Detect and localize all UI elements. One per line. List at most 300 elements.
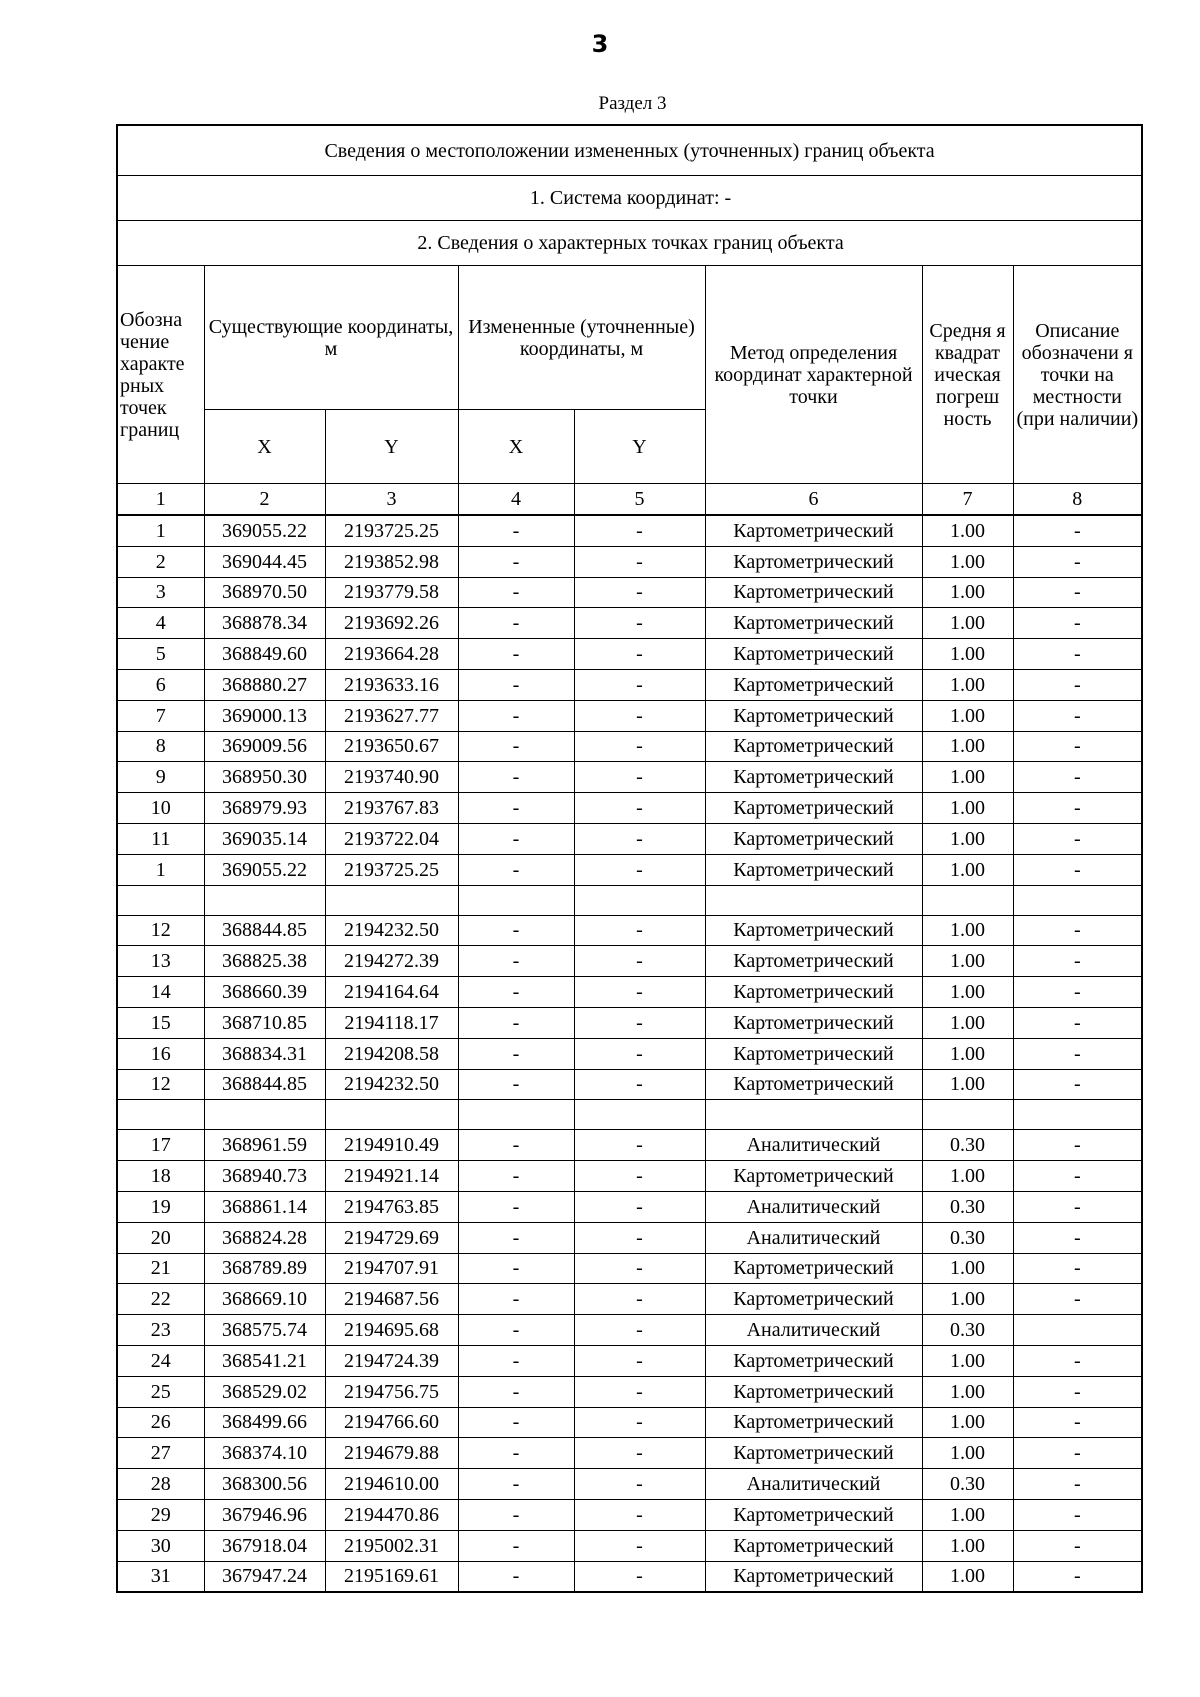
error-cell: 1.00 [922, 1407, 1013, 1438]
error-cell: 1.00 [922, 669, 1013, 700]
description-cell: - [1013, 854, 1142, 885]
table-row [117, 1376, 1142, 1407]
existing-x-cell: 367918.04 [204, 1530, 325, 1561]
existing-x-cell: 369055.22 [204, 515, 325, 546]
changed-x-cell: - [458, 793, 574, 824]
method-cell: Аналитический [705, 1191, 922, 1222]
changed-y-cell: - [574, 1315, 705, 1346]
changed-y-cell: - [574, 515, 705, 546]
header-description: Описание обозначени я точки на местности (при наличии) [1013, 266, 1142, 484]
point-id-cell: 21 [117, 1253, 204, 1284]
existing-y-cell: 2194470.86 [325, 1499, 458, 1530]
changed-x-cell: - [458, 1530, 574, 1561]
section-label: Раздел 3 [598, 93, 667, 114]
method-cell: Картометрический [705, 1007, 922, 1038]
error-cell: 1.00 [922, 1499, 1013, 1530]
description-cell: - [1013, 793, 1142, 824]
existing-y-cell: 2193725.25 [325, 854, 458, 885]
description-cell: - [1013, 1284, 1142, 1315]
changed-y-cell: - [574, 977, 705, 1008]
point-id-cell: 15 [117, 1007, 204, 1038]
changed-x-cell: - [458, 700, 574, 731]
point-id-cell: 27 [117, 1438, 204, 1469]
method-cell: Картометрический [705, 669, 922, 700]
error-cell: 1.00 [922, 577, 1013, 608]
point-id-cell: 30 [117, 1530, 204, 1561]
method-cell: Картометрический [705, 823, 922, 854]
existing-x-cell: 368861.14 [204, 1191, 325, 1222]
error-cell: 1.00 [922, 608, 1013, 639]
point-id-cell: 18 [117, 1161, 204, 1192]
changed-y-cell: - [574, 577, 705, 608]
column-number: 2 [204, 484, 325, 516]
separator-row [117, 1100, 1142, 1130]
changed-x-cell: - [458, 1253, 574, 1284]
method-cell: Картометрический [705, 1253, 922, 1284]
changed-x-cell: - [458, 1069, 574, 1100]
existing-x-cell: 368660.39 [204, 977, 325, 1008]
point-id-cell: 29 [117, 1499, 204, 1530]
description-cell: - [1013, 915, 1142, 946]
method-cell: Картометрический [705, 1284, 922, 1315]
method-cell: Картометрический [705, 946, 922, 977]
description-cell: - [1013, 1007, 1142, 1038]
header-existing-y: Y [325, 410, 458, 484]
existing-x-cell: 368541.21 [204, 1345, 325, 1376]
column-number: 1 [117, 484, 204, 516]
description-cell: - [1013, 608, 1142, 639]
separator-cell [574, 885, 705, 915]
changed-y-cell: - [574, 1376, 705, 1407]
description-cell: - [1013, 1069, 1142, 1100]
existing-y-cell: 2194679.88 [325, 1438, 458, 1469]
changed-x-cell: - [458, 1161, 574, 1192]
existing-x-cell: 368950.30 [204, 762, 325, 793]
table-row [117, 731, 1142, 762]
point-id-cell: 10 [117, 793, 204, 824]
point-id-cell: 12 [117, 1069, 204, 1100]
error-cell: 1.00 [922, 1038, 1013, 1069]
changed-y-cell: - [574, 1469, 705, 1500]
header-existing-x: X [204, 410, 325, 484]
header-changed-coordinates: Измененные (уточненные) координаты, м [458, 266, 705, 410]
error-cell: 1.00 [922, 915, 1013, 946]
error-cell: 0.30 [922, 1469, 1013, 1500]
existing-y-cell: 2194164.64 [325, 977, 458, 1008]
description-cell: - [1013, 762, 1142, 793]
table-row [117, 1499, 1142, 1530]
error-cell: 1.00 [922, 1530, 1013, 1561]
table-row [117, 1130, 1142, 1161]
changed-x-cell: - [458, 1407, 574, 1438]
existing-y-cell: 2194118.17 [325, 1007, 458, 1038]
description-cell: - [1013, 1469, 1142, 1500]
method-cell: Картометрический [705, 1438, 922, 1469]
changed-x-cell: - [458, 823, 574, 854]
changed-y-cell: - [574, 1499, 705, 1530]
changed-y-cell: - [574, 1222, 705, 1253]
point-id-cell: 14 [117, 977, 204, 1008]
changed-x-cell: - [458, 608, 574, 639]
table-title: Сведения о местоположении измененных (уточненных) границ объекта [117, 125, 1142, 176]
method-cell: Картометрический [705, 700, 922, 731]
changed-y-cell: - [574, 1130, 705, 1161]
method-cell: Картометрический [705, 546, 922, 577]
table-row [117, 1438, 1142, 1469]
existing-y-cell: 2193722.04 [325, 823, 458, 854]
error-cell: 1.00 [922, 1161, 1013, 1192]
error-cell: 1.00 [922, 946, 1013, 977]
error-cell: 0.30 [922, 1315, 1013, 1346]
existing-x-cell: 368575.74 [204, 1315, 325, 1346]
existing-x-cell: 368844.85 [204, 915, 325, 946]
table-row [117, 639, 1142, 670]
separator-cell [705, 885, 922, 915]
changed-y-cell: - [574, 1407, 705, 1438]
column-number: 6 [705, 484, 922, 516]
table-row [117, 946, 1142, 977]
existing-x-cell: 368878.34 [204, 608, 325, 639]
header-changed-x: X [458, 410, 574, 484]
table-row [117, 1253, 1142, 1284]
description-cell: - [1013, 1253, 1142, 1284]
changed-x-cell: - [458, 731, 574, 762]
error-cell: 1.00 [922, 1561, 1013, 1592]
error-cell: 1.00 [922, 977, 1013, 1008]
existing-y-cell: 2195002.31 [325, 1530, 458, 1561]
method-cell: Картометрический [705, 854, 922, 885]
error-cell: 1.00 [922, 854, 1013, 885]
point-id-cell: 11 [117, 823, 204, 854]
existing-y-cell: 2193633.16 [325, 669, 458, 700]
existing-y-cell: 2193725.25 [325, 515, 458, 546]
table-row [117, 608, 1142, 639]
existing-x-cell: 368529.02 [204, 1376, 325, 1407]
existing-x-cell: 368499.66 [204, 1407, 325, 1438]
description-cell: - [1013, 823, 1142, 854]
existing-y-cell: 2193664.28 [325, 639, 458, 670]
changed-x-cell: - [458, 1007, 574, 1038]
description-cell: - [1013, 669, 1142, 700]
error-cell: 1.00 [922, 700, 1013, 731]
method-cell: Картометрический [705, 762, 922, 793]
separator-cell [458, 885, 574, 915]
changed-y-cell: - [574, 946, 705, 977]
points-heading: 2. Сведения о характерных точках границ объекта [117, 221, 1142, 266]
method-cell: Картометрический [705, 1038, 922, 1069]
point-id-cell: 26 [117, 1407, 204, 1438]
method-cell: Картометрический [705, 1345, 922, 1376]
changed-y-cell: - [574, 1284, 705, 1315]
point-id-cell: 2 [117, 546, 204, 577]
table-row [117, 915, 1142, 946]
existing-x-cell: 368300.56 [204, 1469, 325, 1500]
point-id-cell: 22 [117, 1284, 204, 1315]
existing-y-cell: 2194910.49 [325, 1130, 458, 1161]
existing-y-cell: 2193650.67 [325, 731, 458, 762]
separator-cell [705, 1100, 922, 1130]
changed-x-cell: - [458, 1469, 574, 1500]
description-cell: - [1013, 1191, 1142, 1222]
method-cell: Картометрический [705, 915, 922, 946]
point-id-cell: 4 [117, 608, 204, 639]
description-cell: - [1013, 1130, 1142, 1161]
description-cell: - [1013, 1345, 1142, 1376]
existing-x-cell: 369044.45 [204, 546, 325, 577]
error-cell: 1.00 [922, 731, 1013, 762]
changed-y-cell: - [574, 1191, 705, 1222]
method-cell: Картометрический [705, 1530, 922, 1561]
existing-y-cell: 2195169.61 [325, 1561, 458, 1592]
existing-x-cell: 369000.13 [204, 700, 325, 731]
description-cell: - [1013, 700, 1142, 731]
description-cell: - [1013, 1530, 1142, 1561]
changed-y-cell: - [574, 700, 705, 731]
table-row [117, 1161, 1142, 1192]
separator-cell [117, 885, 204, 915]
header-method: Метод определения координат характерной точки [705, 266, 922, 484]
existing-y-cell: 2194232.50 [325, 915, 458, 946]
point-id-cell: 5 [117, 639, 204, 670]
changed-x-cell: - [458, 515, 574, 546]
changed-x-cell: - [458, 1345, 574, 1376]
changed-y-cell: - [574, 546, 705, 577]
changed-y-cell: - [574, 793, 705, 824]
existing-x-cell: 368824.28 [204, 1222, 325, 1253]
table-row [117, 793, 1142, 824]
point-id-cell: 1 [117, 854, 204, 885]
method-cell: Картометрический [705, 577, 922, 608]
changed-y-cell: - [574, 1561, 705, 1592]
existing-x-cell: 368979.93 [204, 793, 325, 824]
existing-x-cell: 368970.50 [204, 577, 325, 608]
separator-cell [204, 885, 325, 915]
point-id-cell: 31 [117, 1561, 204, 1592]
column-number: 8 [1013, 484, 1142, 516]
changed-y-cell: - [574, 608, 705, 639]
boundary-points-table [116, 124, 1143, 1593]
existing-x-cell: 368844.85 [204, 1069, 325, 1100]
column-number: 7 [922, 484, 1013, 516]
existing-x-cell: 368669.10 [204, 1284, 325, 1315]
table-row [117, 823, 1142, 854]
table-body [117, 515, 1142, 1592]
point-id-cell: 3 [117, 577, 204, 608]
method-cell: Картометрический [705, 1069, 922, 1100]
separator-row [117, 885, 1142, 915]
table-row [117, 1407, 1142, 1438]
error-cell: 1.00 [922, 1007, 1013, 1038]
separator-cell [325, 1100, 458, 1130]
method-cell: Картометрический [705, 1499, 922, 1530]
changed-x-cell: - [458, 1499, 574, 1530]
description-cell [1013, 1315, 1142, 1346]
method-cell: Картометрический [705, 639, 922, 670]
header-changed-y: Y [574, 410, 705, 484]
table-row [117, 762, 1142, 793]
point-id-cell: 6 [117, 669, 204, 700]
existing-x-cell: 368961.59 [204, 1130, 325, 1161]
description-cell: - [1013, 1407, 1142, 1438]
description-cell: - [1013, 1499, 1142, 1530]
existing-y-cell: 2193692.26 [325, 608, 458, 639]
point-id-cell: 28 [117, 1469, 204, 1500]
method-cell: Картометрический [705, 1407, 922, 1438]
point-id-cell: 12 [117, 915, 204, 946]
existing-x-cell: 368710.85 [204, 1007, 325, 1038]
point-id-cell: 24 [117, 1345, 204, 1376]
point-id-cell: 25 [117, 1376, 204, 1407]
error-cell: 1.00 [922, 1069, 1013, 1100]
separator-cell [922, 885, 1013, 915]
changed-y-cell: - [574, 1438, 705, 1469]
error-cell: 1.00 [922, 1284, 1013, 1315]
existing-y-cell: 2194724.39 [325, 1345, 458, 1376]
changed-y-cell: - [574, 1069, 705, 1100]
changed-y-cell: - [574, 1161, 705, 1192]
existing-y-cell: 2193779.58 [325, 577, 458, 608]
error-cell: 1.00 [922, 1345, 1013, 1376]
changed-x-cell: - [458, 762, 574, 793]
existing-x-cell: 368374.10 [204, 1438, 325, 1469]
method-cell: Аналитический [705, 1315, 922, 1346]
point-id-cell: 1 [117, 515, 204, 546]
existing-x-cell: 369009.56 [204, 731, 325, 762]
description-cell: - [1013, 1561, 1142, 1592]
description-cell: - [1013, 577, 1142, 608]
existing-y-cell: 2193627.77 [325, 700, 458, 731]
changed-y-cell: - [574, 762, 705, 793]
changed-x-cell: - [458, 977, 574, 1008]
changed-y-cell: - [574, 1530, 705, 1561]
changed-x-cell: - [458, 1191, 574, 1222]
column-number-row [117, 484, 1142, 516]
description-cell: - [1013, 639, 1142, 670]
table-row [117, 1469, 1142, 1500]
column-number: 4 [458, 484, 574, 516]
point-id-cell: 20 [117, 1222, 204, 1253]
error-cell: 1.00 [922, 546, 1013, 577]
error-cell: 1.00 [922, 515, 1013, 546]
description-cell: - [1013, 546, 1142, 577]
existing-y-cell: 2194921.14 [325, 1161, 458, 1192]
existing-x-cell: 368789.89 [204, 1253, 325, 1284]
changed-x-cell: - [458, 1222, 574, 1253]
table-row [117, 669, 1142, 700]
existing-x-cell: 367946.96 [204, 1499, 325, 1530]
coordinate-system: 1. Система координат: - [117, 176, 1142, 221]
existing-y-cell: 2194707.91 [325, 1253, 458, 1284]
point-id-cell: 17 [117, 1130, 204, 1161]
description-cell: - [1013, 1038, 1142, 1069]
column-number: 3 [325, 484, 458, 516]
existing-x-cell: 367947.24 [204, 1561, 325, 1592]
error-cell: 0.30 [922, 1191, 1013, 1222]
changed-x-cell: - [458, 854, 574, 885]
existing-y-cell: 2193767.83 [325, 793, 458, 824]
changed-x-cell: - [458, 639, 574, 670]
existing-y-cell: 2194695.68 [325, 1315, 458, 1346]
method-cell: Аналитический [705, 1222, 922, 1253]
separator-cell [1013, 885, 1142, 915]
changed-y-cell: - [574, 1253, 705, 1284]
table-row [117, 1069, 1142, 1100]
table-row [117, 1561, 1142, 1592]
existing-x-cell: 368834.31 [204, 1038, 325, 1069]
point-id-cell: 9 [117, 762, 204, 793]
changed-x-cell: - [458, 946, 574, 977]
description-cell: - [1013, 515, 1142, 546]
separator-cell [922, 1100, 1013, 1130]
separator-cell [574, 1100, 705, 1130]
table-row [117, 1530, 1142, 1561]
table-row [117, 1038, 1142, 1069]
method-cell: Картометрический [705, 1561, 922, 1592]
existing-y-cell: 2194729.69 [325, 1222, 458, 1253]
changed-y-cell: - [574, 1007, 705, 1038]
table-row [117, 1284, 1142, 1315]
existing-x-cell: 368849.60 [204, 639, 325, 670]
point-id-cell: 13 [117, 946, 204, 977]
changed-y-cell: - [574, 731, 705, 762]
point-id-cell: 19 [117, 1191, 204, 1222]
changed-x-cell: - [458, 915, 574, 946]
changed-y-cell: - [574, 639, 705, 670]
table-header [117, 125, 1142, 515]
changed-x-cell: - [458, 1561, 574, 1592]
table-row [117, 515, 1142, 546]
method-cell: Картометрический [705, 515, 922, 546]
table-row [117, 1007, 1142, 1038]
existing-x-cell: 368825.38 [204, 946, 325, 977]
method-cell: Картометрический [705, 1376, 922, 1407]
error-cell: 1.00 [922, 793, 1013, 824]
changed-y-cell: - [574, 669, 705, 700]
point-id-cell: 7 [117, 700, 204, 731]
description-cell: - [1013, 946, 1142, 977]
method-cell: Картометрический [705, 608, 922, 639]
error-cell: 1.00 [922, 1438, 1013, 1469]
table-row [117, 1345, 1142, 1376]
changed-y-cell: - [574, 915, 705, 946]
method-cell: Картометрический [705, 1161, 922, 1192]
error-cell: 1.00 [922, 639, 1013, 670]
table-row [117, 546, 1142, 577]
method-cell: Картометрический [705, 793, 922, 824]
table-row [117, 1315, 1142, 1346]
separator-cell [117, 1100, 204, 1130]
description-cell: - [1013, 1376, 1142, 1407]
header-designation: Обозна чение характе рных точек границ [117, 266, 204, 484]
changed-x-cell: - [458, 1315, 574, 1346]
changed-x-cell: - [458, 1376, 574, 1407]
existing-y-cell: 2194756.75 [325, 1376, 458, 1407]
existing-x-cell: 368880.27 [204, 669, 325, 700]
table-row [117, 700, 1142, 731]
existing-y-cell: 2194763.85 [325, 1191, 458, 1222]
existing-y-cell: 2194208.58 [325, 1038, 458, 1069]
changed-x-cell: - [458, 1284, 574, 1315]
table-row [117, 577, 1142, 608]
changed-x-cell: - [458, 1438, 574, 1469]
existing-y-cell: 2194272.39 [325, 946, 458, 977]
existing-x-cell: 368940.73 [204, 1161, 325, 1192]
method-cell: Картометрический [705, 977, 922, 1008]
existing-y-cell: 2194687.56 [325, 1284, 458, 1315]
changed-x-cell: - [458, 1130, 574, 1161]
error-cell: 1.00 [922, 823, 1013, 854]
table-row [117, 977, 1142, 1008]
